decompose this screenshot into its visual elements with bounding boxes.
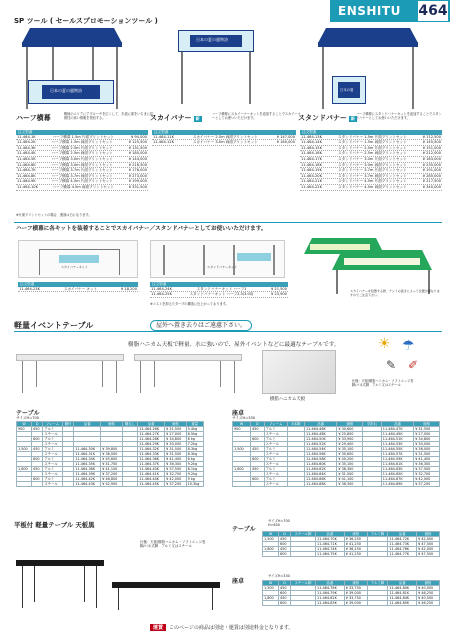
table-row: スチール 11-464-52K ¥ 29,400 11-464-53K ¥ 30,000 bbox=[233, 442, 440, 447]
table-row: スチール 11-464-29K ¥ 30,000 7.2kg bbox=[17, 442, 204, 447]
banner-text: 日本の夏の風物詩 bbox=[50, 88, 82, 93]
kit-title: ハーフ横幕に各キットを装着することでスカイバナー／スタンドバナーとしてお使いいただけます。 bbox=[16, 226, 267, 232]
list-item: 11-464-4K ハーフ横幕 2.5m 両面プリントセット ¥ 180,000 bbox=[17, 151, 147, 156]
column-header: アルミ脚 bbox=[367, 581, 388, 586]
stand-kit-label: スタンドバナーキット bbox=[207, 265, 237, 269]
list-item: 11-464-20K スタンドバナー 3.7m 両面プリントセット ¥ 285,000 bbox=[301, 173, 441, 178]
half-desc: 敷地のエリアにアプローチを広くして、歩道に面をいちまに拡散性の高い情報を発信する。 bbox=[64, 112, 154, 120]
column-header: 平折れ bbox=[363, 422, 382, 427]
table-row: 600 11-464-83K ¥ 39,000 11-464-85K ¥ 46,250 bbox=[263, 601, 440, 606]
table-row: スチール 11-464-39K ¥ 37,200 11-464-41K ¥ 32,700 9.2kg bbox=[17, 472, 204, 477]
list-item: 11-464-10K ハーフ横幕 4.5m 両面プリントセット ¥ 331,500 bbox=[17, 184, 147, 189]
table-row: 600 アルミ 11-464-66K ¥ 41,100 11-464-67K ¥ 42,000 bbox=[233, 477, 440, 482]
column-header: D bbox=[251, 422, 264, 427]
flat-table-size: サイズH=700 H=630 bbox=[268, 519, 290, 528]
list-item: 11-464-18K スタンドバナー 3.0m 両面プリントセット ¥ 235,000 bbox=[301, 162, 441, 167]
column-header: 4本脚 bbox=[287, 422, 304, 427]
table-row: スチール 11-464-31K ¥ 36,000 11-464-33K ¥ 31,500 8.3kg bbox=[17, 452, 204, 457]
table-row: 1,800 450 11-464-82K ¥ 33,750 11-464-84K ¥ 40,500 bbox=[263, 596, 440, 601]
column-header: W bbox=[263, 532, 279, 537]
column-header: フレーム bbox=[43, 422, 62, 427]
table-row: 600 アルミ 11-464-50K ¥ 33,900 11-464-51K ¥ 34,800 bbox=[233, 437, 440, 442]
list-item: 11-464-11K スカイバナー 2.5m 両面プリントセット ¥ 147,000 bbox=[153, 134, 295, 139]
list-item: 11-464-25K スタンドバナーキット ハーフ2.5/3.0用 ¥ 23,900 bbox=[151, 292, 287, 297]
list-item: 11-464-16K スタンドバナー 2.5m 両面プリントセット ¥ 212,000 bbox=[301, 151, 441, 156]
half-tent-image bbox=[22, 28, 122, 113]
table-row: スチール 11-464-60K ¥ 35,100 11-464-61K ¥ 36,300 bbox=[233, 462, 440, 467]
column-header: W bbox=[17, 422, 32, 427]
table-row: 600 アルミ 11-464-28K ¥ 34,800 6 kg bbox=[17, 437, 204, 442]
honeycomb-label: 樹脂ハニカム天板 bbox=[270, 397, 306, 402]
list-item: 11-464-12K スカイバナー 3.0m 両面プリントセット ¥ 160,000 bbox=[153, 140, 295, 145]
footer-note bbox=[150, 624, 294, 631]
column-header: スチール脚 bbox=[291, 581, 316, 586]
light-table-image-2 bbox=[134, 354, 244, 394]
table-row: スチール 11-464-64K ¥ 31,500 11-464-65K ¥ 32,700 bbox=[233, 472, 440, 477]
sky-kit-list-head: 注文型番 bbox=[18, 282, 138, 287]
list-item: 11-464-9K ハーフ横幕 4.5m 片面プリントセット ¥ 199,000 bbox=[17, 179, 147, 184]
column-header: 品番 bbox=[74, 422, 101, 427]
column-header: 価格 bbox=[165, 422, 186, 427]
column-header: 価格 bbox=[417, 581, 440, 586]
sky-desc: ハーフ横幕にスカイバナーキットを追加することでスカイバナーとしてお使いいただけます。 bbox=[212, 112, 301, 120]
column-header: 品番 bbox=[388, 581, 417, 586]
half-note: ※片面プリントセットの場合、裏面は白になります。 bbox=[16, 213, 92, 217]
sky-kit-label: スカイバナーキット bbox=[61, 265, 88, 269]
table-price-table bbox=[16, 421, 204, 487]
sky-kit-list bbox=[18, 282, 138, 292]
kit-photo-note: スカイバナーを設置する際、テントの高さによって位置が異なりますのでご注意下さい。 bbox=[350, 289, 440, 297]
sky-kit-diagram bbox=[18, 240, 138, 278]
table-section-title: テーブル bbox=[16, 410, 40, 417]
stand-tent-image bbox=[318, 28, 418, 113]
table-row: スチール 11-464-68K ¥ 36,300 11-464-69K ¥ 37,200 bbox=[233, 482, 440, 487]
column-header: 棚なし bbox=[122, 422, 138, 427]
column-header: D bbox=[32, 422, 43, 427]
light-spec: 仕様：天板/樹脂ハニカム・ソフトエッジ巻 脚/パネ式脚 アルミ又はスチール bbox=[352, 379, 414, 387]
list-item: 11-464-13K スタンドバナー 1.5m 片面プリントセット ¥ 112,500 bbox=[301, 134, 441, 139]
flat-table-price-table bbox=[262, 531, 440, 557]
column-header: 価格 bbox=[344, 581, 367, 586]
list-item: 11-464-3K ハーフ横幕 2.5m 片面プリントセット ¥ 131,500 bbox=[17, 145, 147, 150]
caution-bubble: 屋外へ置き去りはご遠慮下さい。 bbox=[150, 320, 252, 331]
table-row: 1,500 450 11-464-70K ¥ 36,250 11-464-72K ¥ 42,000 bbox=[263, 537, 440, 542]
table-row: 1,800 450 アルミ 11-464-38K ¥ 41,100 11-464-40K ¥ 37,500 8.1kg bbox=[17, 467, 204, 472]
table-row: 600 11-464-71K ¥ 41,250 11-464-73K ¥ 47,500 bbox=[263, 542, 440, 547]
table-row: 900 450 アルミ 11-464-46K ¥ 30,600 11-464-47K ¥ 31,500 bbox=[233, 427, 440, 432]
sky-list-head: 注文型番 bbox=[152, 130, 296, 135]
column-header: フレーム bbox=[264, 422, 287, 427]
flat-spec: 仕様：天板/樹脂ハニカム・ソフトエッジ巻 脚/パネ式脚 アルミ又はスチール bbox=[140, 540, 206, 548]
sky-banner-image bbox=[178, 30, 254, 106]
list-item: 11-464-6K ハーフ横幕 3.0m 両面プリントセット ¥ 216,500 bbox=[17, 162, 147, 167]
table-row: 900 450 アルミ 11-464-26K ¥ 31,500 5.4kg bbox=[17, 427, 204, 432]
flat-zataku-title: 座卓 bbox=[232, 578, 245, 585]
column-header: D bbox=[279, 581, 291, 586]
stand-banner-text: 日本の夏 bbox=[340, 88, 354, 92]
column-header: アルミ脚 bbox=[367, 532, 388, 537]
list-item: 11-464-17K スタンドバナー 3.0m 片面プリントセット ¥ 163,000 bbox=[301, 156, 441, 161]
column-header: 棚付 bbox=[62, 422, 74, 427]
list-item: 11-464-14K スタンドバナー 1.5m 両面プリントセット ¥ 145,500 bbox=[301, 140, 441, 145]
light-title: 軽量イベントテーブル bbox=[14, 321, 94, 330]
eraser-icon: ✐ bbox=[408, 358, 419, 372]
column-header: W bbox=[263, 581, 279, 586]
table-row: 600 11-464-75K ¥ 41,250 11-464-77K ¥ 47,500 bbox=[263, 552, 440, 557]
sky-banner-text: 日本の夏の風物詩 bbox=[196, 37, 228, 42]
list-item: 11-464-24K スタンドバナーキット ハーフ1 ¥ 21,500 bbox=[151, 286, 287, 291]
stand-kit-list-head: 注文型番 bbox=[150, 282, 288, 287]
column-header: 価格 bbox=[344, 532, 367, 537]
list-item: 11-464-19K スタンドバナー 3.7m 片面プリントセット ¥ 191,000 bbox=[301, 168, 441, 173]
flat-table-image-2 bbox=[112, 582, 222, 610]
light-desc: 樹脂ハニカム天板で軽量、水に強いので、屋外イベントなどに最適なテーブルです。 bbox=[128, 342, 340, 348]
sky-title bbox=[150, 113, 202, 123]
stand-list bbox=[300, 130, 442, 191]
table-row: 1,500 450 アルミ 11-464-30K ¥ 39,800 11-464-32K ¥ 31,500 8.3kg bbox=[17, 447, 204, 452]
column-header: D bbox=[279, 532, 291, 537]
flat-zataku-size: サイズH=330 bbox=[268, 574, 290, 578]
stand-desc: ハーフ横幕にスタンドバナーキットを追加することでスタンドバナーとしてお使いいただけます。 bbox=[356, 112, 442, 120]
stand-title-text: スタンドバナー bbox=[298, 114, 347, 122]
zataku-title: 座卓 bbox=[232, 410, 245, 417]
list-item: 11-464-21K スタンドバナー 4.5m 片面プリントセット ¥ 217,500 bbox=[301, 179, 441, 184]
stand-title bbox=[298, 113, 357, 123]
column-header: 価格 bbox=[417, 532, 440, 537]
table-row: スチール 11-464-35K ¥ 41,700 11-464-37K ¥ 36,300 9.2kg bbox=[17, 462, 204, 467]
zataku-size: サイズH=330 bbox=[232, 416, 256, 420]
column-header: 価格 bbox=[101, 422, 122, 427]
table-row: スチール 11-464-56K ¥ 30,600 11-464-57K ¥ 31,500 bbox=[233, 452, 440, 457]
zataku-price-table bbox=[232, 421, 440, 487]
list-item: 11-464-23K スカイバナー キット ¥ 18,200 bbox=[19, 286, 137, 291]
table-row: 600 アルミ 11-464-34K ¥ 45,600 11-464-36K ¥ 41,400 8 kg bbox=[17, 457, 204, 462]
flat-title: 平板付 軽量テーブル 天板黒 bbox=[14, 521, 95, 529]
table-row: 1,500 450 11-464-78K ¥ 33,750 11-464-80K ¥ 40,500 bbox=[263, 586, 440, 591]
fare-mark: 運賃 bbox=[150, 624, 166, 631]
list-item: 11-464-1K ハーフ横幕 1.5m 片面プリントセット ¥ 94,000 bbox=[17, 134, 147, 139]
table-row: 1,500 450 アルミ 11-464-54K ¥ 35,100 11-464-55K ¥ 36,000 bbox=[233, 447, 440, 452]
table-row: スチール 11-464-43K ¥ 42,900 11-464-45K ¥ 37,200 10.3kg bbox=[17, 482, 204, 487]
stand-kit-diagram bbox=[150, 240, 285, 278]
flat-table-image-1 bbox=[16, 560, 106, 610]
column-header: 品番 bbox=[381, 422, 413, 427]
column-header: W bbox=[233, 422, 251, 427]
stand-new-badge: 新 bbox=[350, 116, 355, 121]
half-title: ハーフ横幕 bbox=[16, 114, 51, 122]
flat-table-title: テーブル bbox=[232, 526, 256, 533]
list-item: 11-464-8K ハーフ横幕 3.7m 両面プリントセット ¥ 273,000 bbox=[17, 173, 147, 178]
sky-list bbox=[152, 130, 296, 146]
sp-title: SP ツール ( セールスプロモーションツール ) bbox=[14, 17, 158, 25]
honeycomb-board-image bbox=[262, 350, 336, 394]
stand-kit-list bbox=[150, 282, 288, 298]
column-header: 品番 bbox=[316, 532, 345, 537]
stand-list-head: 注文型番 bbox=[300, 130, 442, 135]
column-header: 価格 bbox=[414, 422, 440, 427]
table-row: 600 11-464-79K ¥ 39,000 11-464-81K ¥ 46,250 bbox=[263, 591, 440, 596]
kit-photo bbox=[292, 238, 442, 296]
column-header: 価格 bbox=[337, 422, 363, 427]
pen-icon: ✎ bbox=[386, 358, 397, 372]
table-row: スチール 11-464-48K ¥ 25,800 11-464-49K ¥ 27,000 bbox=[233, 432, 440, 437]
half-list bbox=[16, 130, 148, 191]
list-item: 11-464-5K ハーフ横幕 3.0m 片面プリントセット ¥ 144,000 bbox=[17, 156, 147, 161]
list-item: 11-464-2K ハーフ横幕 1.5m 両面プリントセット ¥ 125,500 bbox=[17, 140, 147, 145]
sky-title-text: スカイバナー bbox=[150, 114, 192, 122]
column-header: スチール脚 bbox=[291, 532, 316, 537]
column-header: 品番 bbox=[316, 581, 345, 586]
brand-name: ENSHITU bbox=[338, 4, 401, 18]
table-section-size: サイズH=700 bbox=[16, 416, 40, 420]
stand-kit-note: ※コストを抑えたタープの構造に仕上がっております。 bbox=[150, 302, 229, 306]
list-item: 11-464-22K スタンドバナー 4.5m 両面プリントセット ¥ 340,000 bbox=[301, 184, 441, 189]
table-row: 1,800 450 11-464-74K ¥ 36,250 11-464-76K ¥ 42,000 bbox=[263, 547, 440, 552]
umbrella-icon: ☂ bbox=[402, 338, 415, 354]
footer-text: このページの商品は別途・運賃は別途料金となります。 bbox=[169, 625, 294, 631]
list-item: 11-464-15K スタンドバナー 2.5m 片面プリントセット ¥ 151,000 bbox=[301, 145, 441, 150]
column-header: 品番 bbox=[138, 422, 165, 427]
page-header bbox=[330, 0, 450, 22]
flat-zataku-price-table bbox=[262, 580, 440, 606]
weather-icons bbox=[378, 336, 438, 376]
sun-icon: ☀ bbox=[378, 336, 391, 352]
light-table-image-1 bbox=[16, 354, 126, 394]
table-row: 600 アルミ 11-464-58K ¥ 40,200 11-464-59K ¥ 41,400 bbox=[233, 457, 440, 462]
table-row: スチール 11-464-27K ¥ 27,000 6.5kg bbox=[17, 432, 204, 437]
table-row: 600 アルミ 11-464-42K ¥ 46,800 11-464-44K ¥ 42,000 9 kg bbox=[17, 477, 204, 482]
list-item: 11-464-7K ハーフ横幕 3.7m 片面プリントセット ¥ 176,000 bbox=[17, 168, 147, 173]
table-row: 1,800 450 アルミ 11-464-62K ¥ 36,300 11-464-63K ¥ 37,500 bbox=[233, 467, 440, 472]
column-header: 重量 bbox=[186, 422, 203, 427]
page-number: 464 bbox=[418, 3, 448, 19]
half-list-head: 注文型番 bbox=[16, 130, 148, 135]
column-header: 品番 bbox=[304, 422, 336, 427]
column-header: 品番 bbox=[388, 532, 417, 537]
sky-new-badge: 新 bbox=[195, 116, 200, 121]
